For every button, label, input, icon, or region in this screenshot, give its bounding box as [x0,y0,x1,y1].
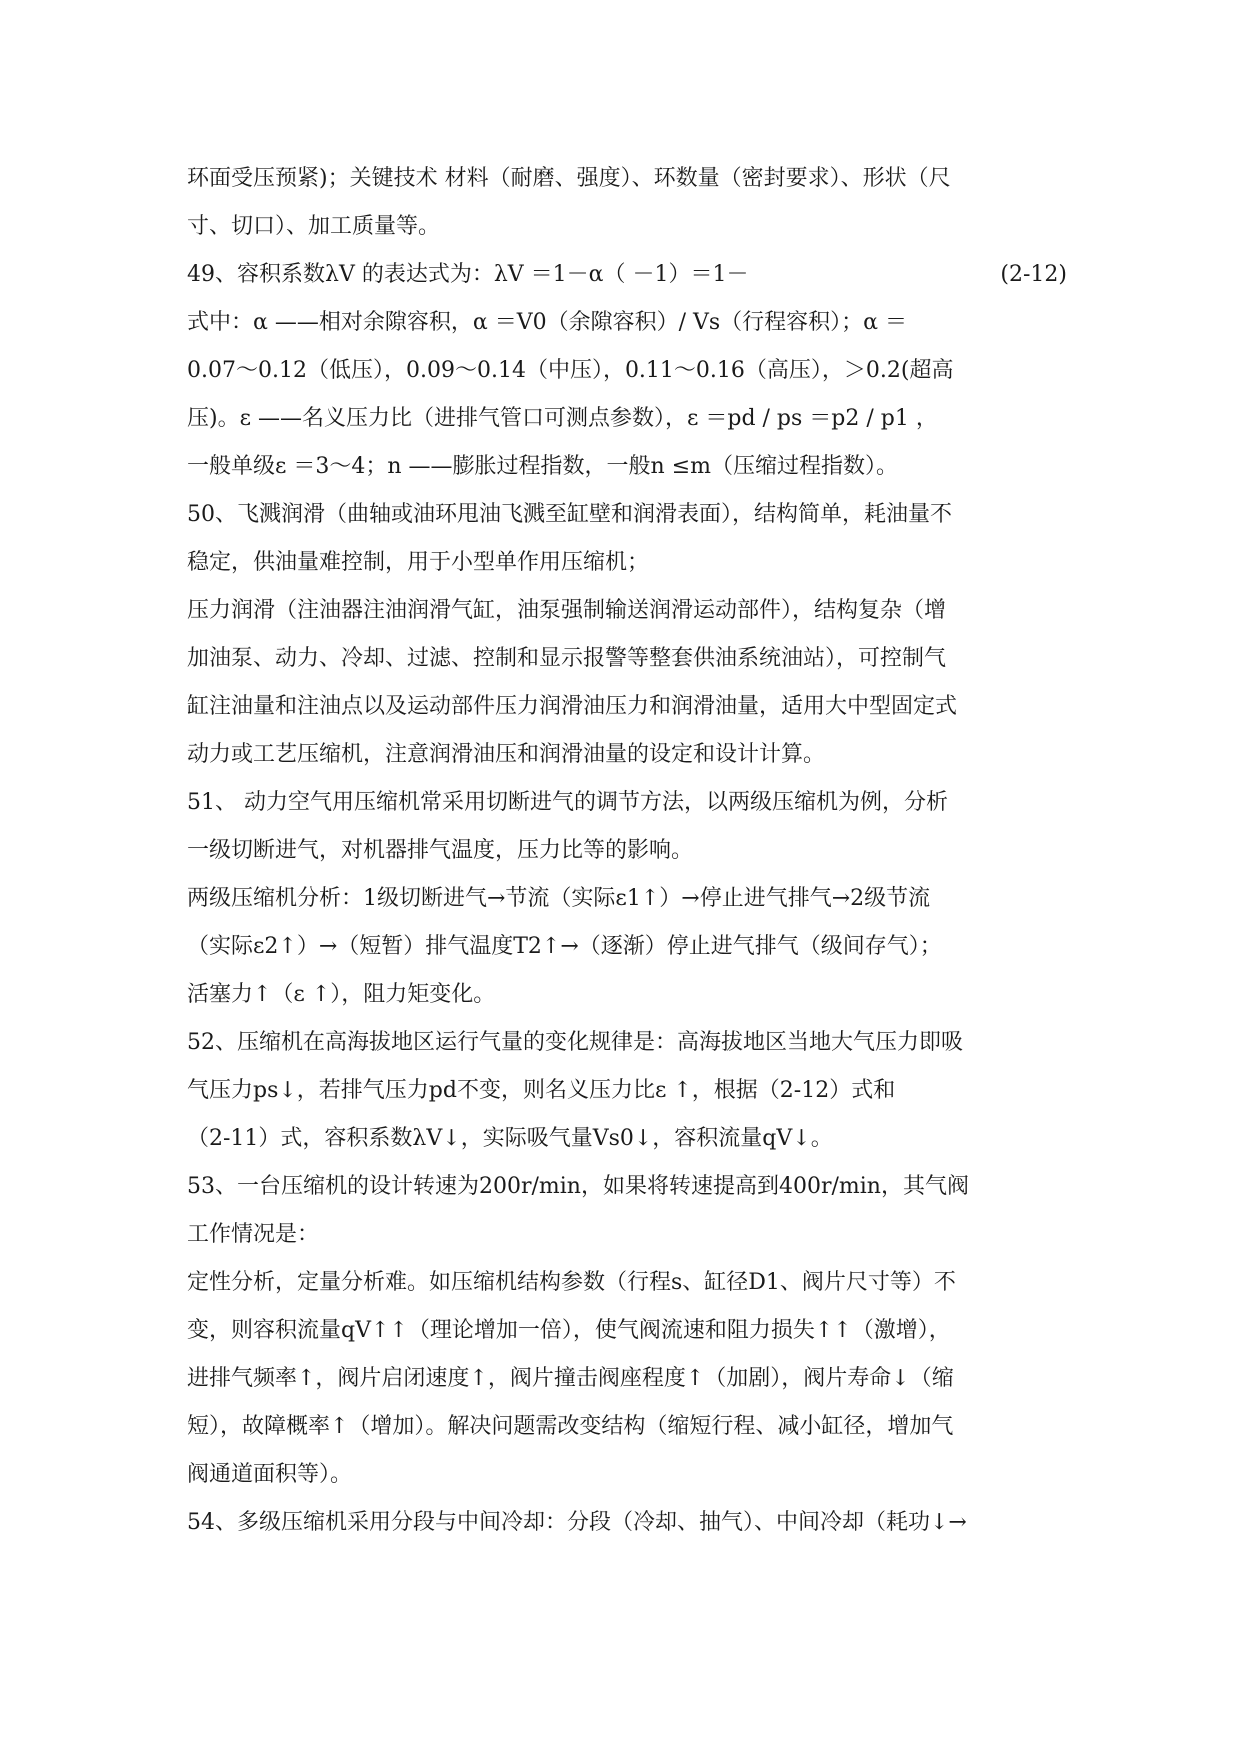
text-line: 0.07～0.12（低压），0.09～0.14（中压），0.11～0.16（高压），＞0.2(超高 [187,358,954,383]
equation-number: (2-12) [1000,262,1067,287]
text-line: 气压力ps↓，若排气压力pd不变，则名义压力比ε ↑，根据（2-12）式和 [187,1078,896,1103]
text-line: 50、飞溅润滑（曲轴或油环甩油飞溅至缸壁和润滑表面），结构简单，耗油量不 [187,502,952,527]
text-line: 工作情况是： [187,1222,320,1247]
text-line: 短），故障概率↑（增加）。解决问题需改变结构（缩短行程、减小缸径，增加气 [187,1414,954,1439]
text-line: 阀通道面积等）。 [187,1462,353,1487]
text-line: 53、一台压缩机的设计转速为200r/min，如果将转速提高到400r/min，其气阀 [187,1174,969,1199]
text-line: 54、多级压缩机采用分段与中间冷却：分段（冷却、抽气）、中间冷却（耗功↓→ [187,1510,967,1535]
text-line: 压力润滑（注油器注油润滑气缸，油泵强制输送润滑运动部件），结构复杂（增 [187,598,947,623]
text-line: 52、压缩机在高海拔地区运行气量的变化规律是：高海拔地区当地大气压力即吸 [187,1030,963,1055]
text-line: 缸注油量和注油点以及运动部件压力润滑油压力和润滑油量，适用大中型固定式 [187,694,958,719]
text-line: 稳定，供油量难控制，用于小型单作用压缩机； [187,550,650,575]
text-line: （2-11）式，容积系数λV↓，实际吸气量Vs0↓，容积流量qV↓。 [187,1126,833,1151]
text-line: 变，则容积流量qV↑↑（理论增加一倍），使气阀流速和阻力损失↑↑（激增）， [187,1318,951,1343]
text-line: （实际ε2↑）→（短暂）排气温度T2↑→（逐渐）停止进气排气（级间存气）； [187,934,942,959]
text-line: 两级压缩机分析：1级切断进气→节流（实际ε1↑）→停止进气排气→2级节流 [187,886,931,911]
text-line: 环面受压预紧)；关键技术 材料（耐磨、强度）、环数量（密封要求）、形状（尺 [187,166,951,191]
text-line: 式中：α ——相对余隙容积，α ＝V0（余隙容积）/ Vs（行程容积）；α ＝ [187,310,908,335]
document-body [187,155,1067,1547]
text-line: 加油泵、动力、冷却、过滤、控制和显示报警等整套供油系统油站），可控制气 [187,646,947,671]
text-line: 51、 动力空气用压缩机常采用切断进气的调节方法，以两级压缩机为例，分析 [187,790,948,815]
equation-line [187,251,1067,299]
text-line: 压)。ε ——名义压力比（进排气管口可测点参数），ε ＝pd / ps ＝p2 / p1 ， [187,406,938,431]
text-line: 动力或工艺压缩机，注意润滑油压和润滑油量的设定和设计计算。 [187,742,826,767]
text-line: 一级切断进气，对机器排气温度，压力比等的影响。 [187,838,694,863]
text-line: 定性分析，定量分析难。如压缩机结构参数（行程s、缸径D1、阀片尺寸等）不 [187,1270,956,1295]
equation-text: 49、容积系数λV 的表达式为：λV ＝1－α（ －1）＝1－ [187,262,749,287]
text-line: 进排气频率↑，阀片启闭速度↑，阀片撞击阀座程度↑（加剧），阀片寿命↓（缩 [187,1366,954,1391]
text-line: 一般单级ε ＝3～4；n ——膨胀过程指数，一般n ≤m（压缩过程指数）。 [187,454,899,479]
text-line: 活塞力↑（ε ↑），阻力矩变化。 [187,982,496,1007]
text-line: 寸、切口）、加工质量等。 [187,214,441,239]
